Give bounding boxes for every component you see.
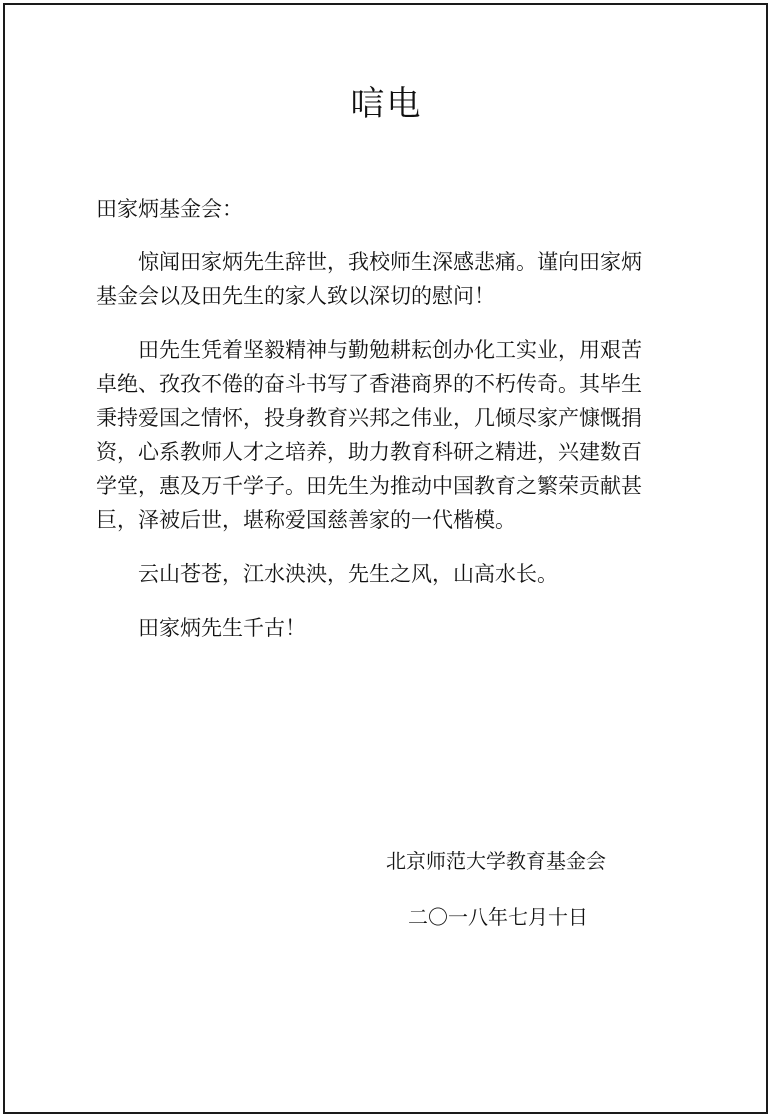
body-line: 田家炳先生千古！: [138, 616, 306, 640]
body-line: 秉持爱国之情怀，投身教育兴邦之伟业，几倾尽家产慷慨捐: [96, 406, 642, 430]
salutation: 田家炳基金会：: [96, 197, 243, 221]
letter-body: [96, 245, 696, 665]
paragraph-tribute: [96, 333, 696, 537]
body-line: 惊闻田家炳先生辞世，我校师生深感悲痛。谨向田家炳: [138, 250, 642, 274]
body-line: 资，心系教师人才之培养，助力教育科研之精进，兴建数百: [96, 440, 642, 464]
body-line: 云山苍苍，江水泱泱，先生之风，山高水长。: [138, 562, 558, 586]
paragraph-verse: [96, 557, 696, 591]
letter-date: 二〇一八年七月十日: [408, 905, 588, 929]
body-line: 学堂，惠及万千学子。田先生为推动中国教育之繁荣贡献甚: [96, 474, 642, 498]
body-line: 卓绝、孜孜不倦的奋斗书写了香港商界的不朽传奇。其毕生: [96, 372, 642, 396]
signature-organization: 北京师范大学教育基金会: [386, 849, 606, 873]
paragraph-condolence: [96, 245, 696, 313]
body-line: 巨，泽被后世，堪称爱国慈善家的一代楷模。: [96, 508, 516, 532]
body-line: 基金会以及田先生的家人致以深切的慰问！: [96, 284, 495, 308]
letter-title: 唁电: [350, 84, 423, 124]
body-line: 田先生凭着坚毅精神与勤勉耕耘创办化工实业，用艰苦: [138, 338, 642, 362]
paragraph-farewell: [96, 611, 696, 645]
